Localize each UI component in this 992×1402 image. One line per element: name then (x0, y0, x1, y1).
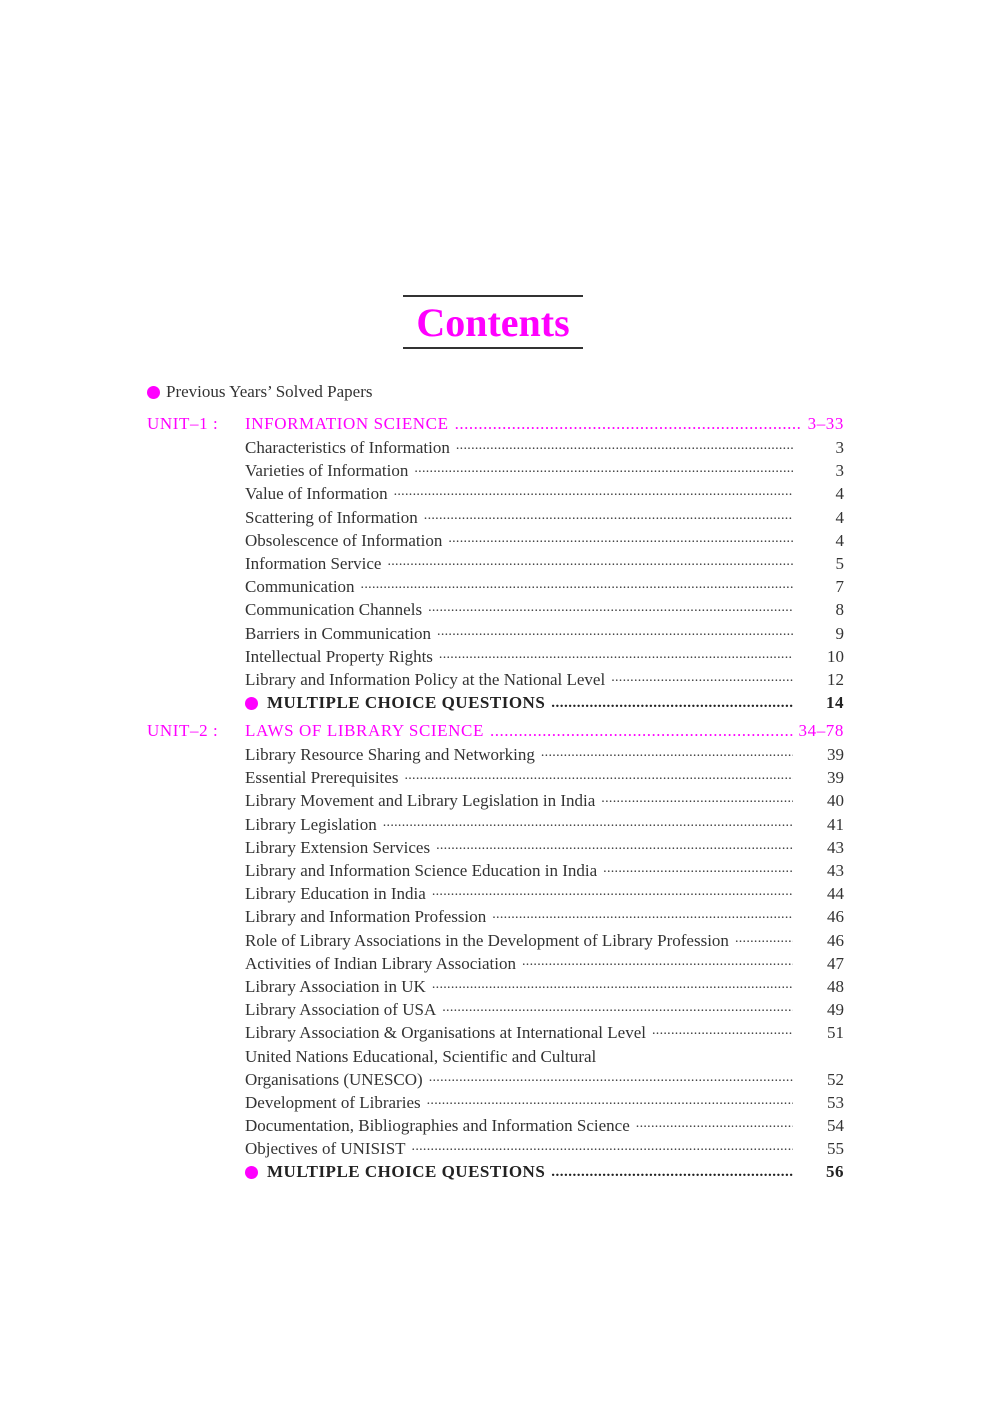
toc-entry-page: 9 (835, 623, 844, 643)
leader-dots (455, 414, 802, 434)
leader-dots (603, 861, 793, 881)
mcq-page: 56 (826, 1162, 844, 1181)
toc-entry-page: 10 (827, 646, 844, 666)
toc-entry-title: Obsolescence of Information (245, 530, 443, 550)
toc-entry-page: 53 (827, 1093, 844, 1113)
mcq-page: 14 (826, 693, 844, 712)
toc-entry-title: Library and Information Science Education in India (245, 861, 598, 880)
toc-entry-page: 4 (835, 484, 844, 504)
toc-entry-page: 54 (827, 1116, 844, 1136)
unit-pages: 34–78 (798, 721, 844, 740)
toc-entry-title: Communication Channels (245, 600, 423, 620)
leader-dots (404, 768, 793, 788)
leader-dots (436, 838, 793, 858)
toc-entry-page: 41 (827, 814, 844, 834)
toc-entry[interactable] (245, 624, 844, 647)
leader-dots (412, 1139, 793, 1159)
toc-entry[interactable] (245, 1070, 844, 1093)
toc-entry[interactable] (245, 647, 844, 670)
mcq-title: MULTIPLE CHOICE QUESTIONS (267, 1162, 546, 1181)
unit-title: LAWS OF LIBRARY SCIENCE (245, 721, 484, 740)
leader-dots (427, 1093, 793, 1113)
leader-dots (387, 554, 793, 574)
toc-entry-title: Library Association & Organisations at International Level (245, 1023, 646, 1043)
toc-entry-title: Role of Library Associations in the Development of Library Profession (245, 930, 729, 950)
page-title: Contents (416, 300, 570, 345)
toc-entry-page: 48 (827, 977, 844, 996)
toc-entry-title: Library Association in UK (245, 977, 426, 996)
leader-dots (383, 815, 793, 835)
toc-entry-page: 3 (835, 438, 844, 457)
toc-entry[interactable] (245, 954, 844, 977)
toc-entry[interactable] (245, 907, 844, 930)
toc-entry-title: Library Education in India (245, 884, 426, 904)
toc-entry-title: Characteristics of Information (245, 438, 450, 457)
toc-entry[interactable] (245, 1023, 844, 1046)
leader-dots (636, 1116, 793, 1136)
toc-entry-title: Activities of Indian Library Association (245, 953, 516, 973)
toc-entry-page: 46 (827, 907, 844, 927)
toc-entry-title: Library Extension Services (245, 837, 431, 857)
toc-entry-page: 52 (827, 1070, 844, 1089)
toc-entry[interactable] (245, 931, 844, 954)
leader-dots (541, 745, 793, 765)
previous-papers-label: Previous Years’ Solved Papers (166, 382, 373, 401)
toc-entry-page: 39 (827, 768, 844, 788)
leader-dots (442, 1000, 793, 1020)
leader-dots (456, 438, 793, 458)
toc-entry-title: Varieties of Information (245, 461, 409, 481)
toc-entry-title: Barriers in Communication (245, 623, 432, 643)
toc-entry-title: Library Resource Sharing and Networking (245, 745, 535, 764)
previous-papers-item[interactable] (147, 382, 373, 402)
toc-entry-title: Library Legislation (245, 814, 377, 834)
contents-title-block (403, 295, 583, 349)
toc-entry[interactable] (245, 554, 844, 577)
leader-dots (394, 484, 793, 504)
unit-heading[interactable] (147, 721, 844, 744)
toc-entry-title: Library Movement and Library Legislation in India (245, 791, 596, 811)
toc-entry[interactable] (245, 791, 844, 814)
toc-entry-page: 51 (827, 1023, 844, 1043)
leader-dots (492, 907, 793, 927)
toc-entry-page: 12 (827, 670, 844, 689)
unit-label: UNIT–1 : (147, 414, 219, 433)
bullet-icon (245, 697, 258, 710)
toc-entry-title: Library Association of USA (245, 1000, 437, 1020)
toc-entry[interactable] (245, 670, 844, 693)
toc-entry-page: 40 (827, 791, 844, 811)
toc-entry-title: Communication (245, 577, 355, 597)
toc-entry-page: 4 (835, 507, 844, 527)
toc-entry-title: Value of Information (245, 484, 388, 504)
bullet-icon (245, 1166, 258, 1179)
toc-entry[interactable] (245, 768, 844, 791)
toc-entry-title: Objectives of UNISIST (245, 1139, 406, 1159)
toc-entry-page: 3 (835, 461, 844, 481)
toc-entry-page: 43 (827, 861, 844, 880)
unit-heading[interactable] (147, 414, 844, 437)
toc-entry-title: Library and Information Policy at the National Level (245, 670, 606, 689)
toc-entry-title: Information Service (245, 554, 382, 573)
leader-dots (652, 1023, 793, 1043)
toc-entry-page: 43 (827, 837, 844, 857)
toc-entry-title: Essential Prerequisites (245, 768, 399, 788)
toc-entry-page: 49 (827, 1000, 844, 1020)
toc-entry[interactable] (245, 484, 844, 507)
toc-entry-page: 5 (835, 554, 844, 573)
toc-entry-continued: United Nations Educational, Scientific and Cultural (245, 1047, 597, 1066)
leader-dots (551, 1164, 793, 1181)
mcq-title: MULTIPLE CHOICE QUESTIONS (267, 693, 546, 712)
leader-dots (601, 791, 793, 811)
toc-entry[interactable] (245, 1000, 844, 1023)
toc-entry-page: 47 (827, 953, 844, 973)
leader-dots (439, 647, 793, 667)
toc-entry[interactable] (245, 838, 844, 861)
leader-dots (424, 508, 793, 528)
toc-entry[interactable] (245, 577, 844, 600)
toc-entry-page: 46 (827, 930, 844, 950)
leader-dots (432, 977, 793, 997)
bullet-icon (147, 386, 160, 399)
toc-entry-title: Scattering of Information (245, 507, 418, 527)
leader-dots (428, 600, 793, 620)
toc-entry[interactable] (245, 531, 844, 554)
toc-entry-title: Development of Libraries (245, 1093, 421, 1113)
toc-entry[interactable] (245, 745, 844, 768)
unit-title: INFORMATION SCIENCE (245, 414, 449, 433)
toc-entry[interactable] (245, 1116, 844, 1139)
toc-entry-page: 4 (835, 530, 844, 550)
toc-entry[interactable] (245, 884, 844, 907)
leader-dots (414, 461, 793, 481)
mcq-entry[interactable] (245, 693, 844, 716)
leader-dots (735, 931, 793, 951)
toc-entry-page: 8 (835, 600, 844, 620)
toc-entry-page: 7 (835, 577, 844, 597)
toc-entry-title: Organisations (UNESCO) (245, 1070, 423, 1089)
toc-entry[interactable] (245, 861, 844, 884)
toc-entry[interactable] (245, 977, 844, 1000)
leader-dots (551, 695, 793, 712)
leader-dots (611, 670, 793, 690)
toc-entry[interactable] (245, 461, 844, 484)
toc-entry[interactable] (245, 1139, 844, 1162)
leader-dots (490, 721, 793, 741)
toc-entry-title: Library and Information Profession (245, 907, 487, 927)
toc-entry[interactable] (245, 438, 844, 461)
leader-dots (361, 577, 793, 597)
toc-entry-page: 55 (827, 1139, 844, 1159)
toc-entry-title: Intellectual Property Rights (245, 646, 433, 666)
toc-entry[interactable] (245, 815, 844, 838)
unit-label: UNIT–2 : (147, 721, 219, 740)
leader-dots (437, 624, 793, 644)
toc-entry-page: 44 (827, 884, 844, 904)
mcq-entry[interactable] (245, 1162, 844, 1185)
toc-entry-page: 39 (827, 745, 844, 764)
toc-entry[interactable] (245, 600, 844, 623)
toc-entry-title: Documentation, Bibliographies and Information Science (245, 1116, 630, 1136)
toc-entry[interactable] (245, 1093, 844, 1116)
unit-pages: 3–33 (807, 414, 844, 433)
toc-entry[interactable] (245, 508, 844, 531)
leader-dots (448, 531, 793, 551)
leader-dots (522, 954, 793, 974)
leader-dots (429, 1070, 793, 1090)
leader-dots (432, 884, 793, 904)
